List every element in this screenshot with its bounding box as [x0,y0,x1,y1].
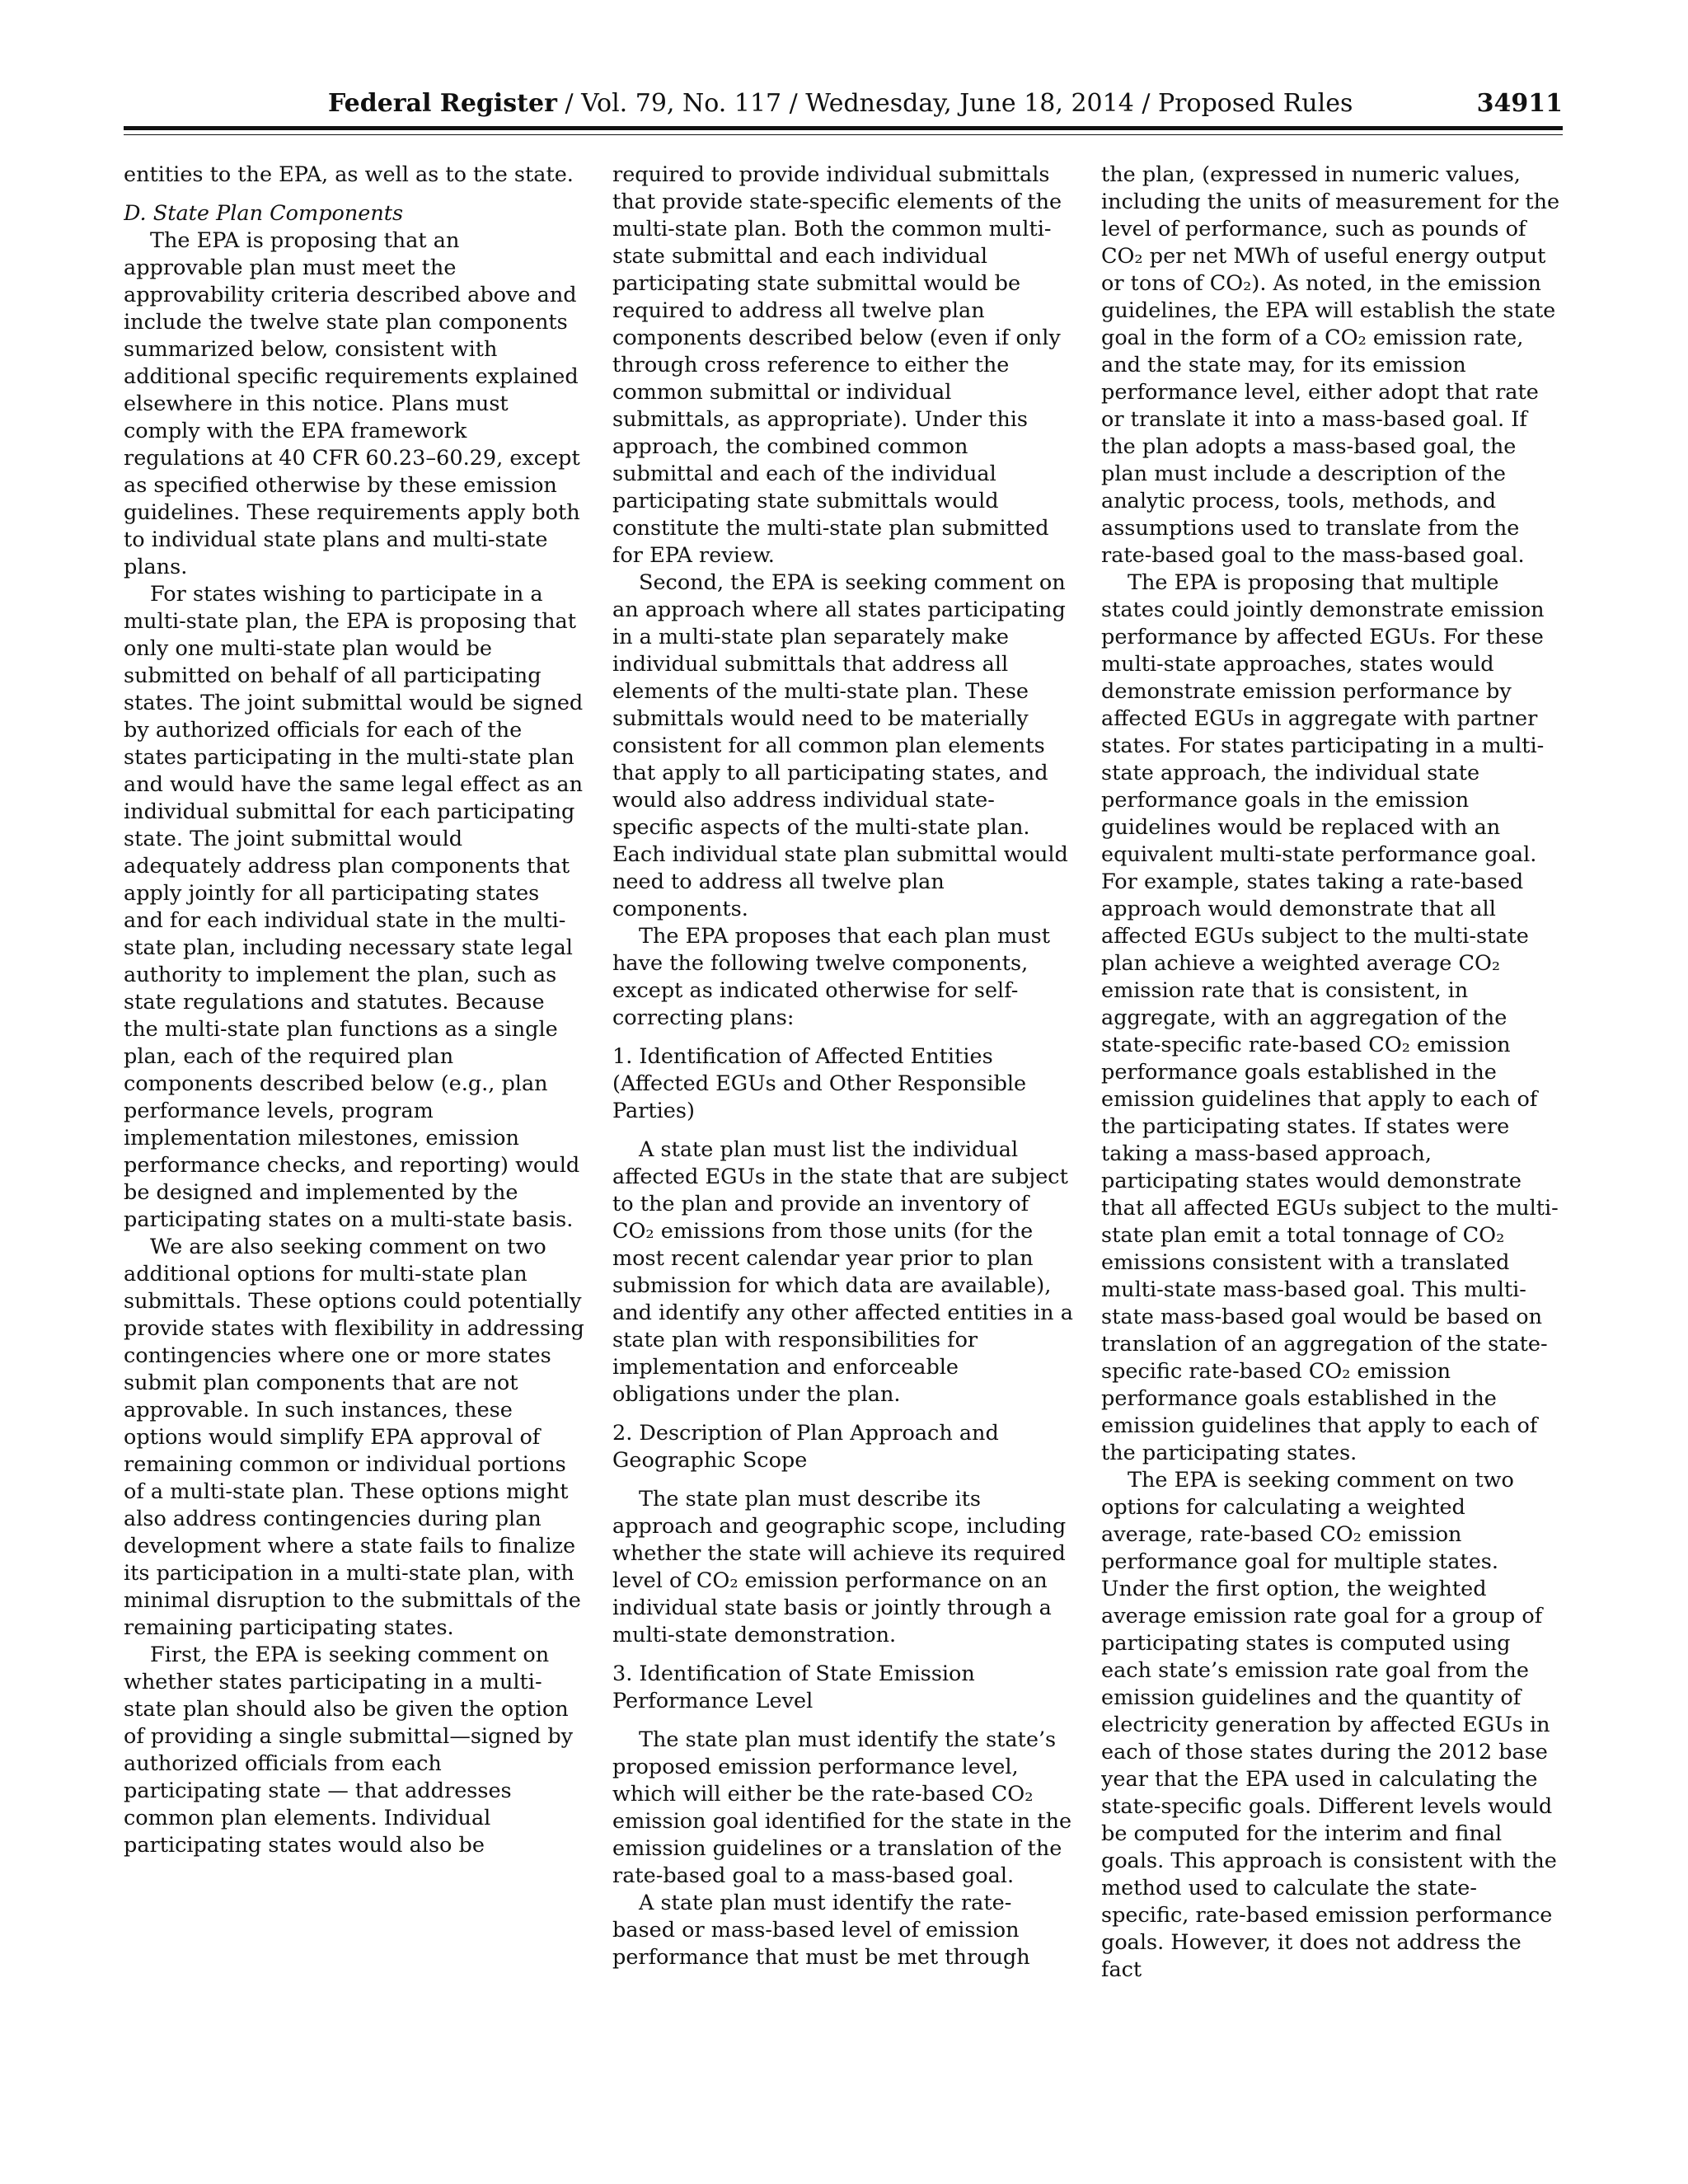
paragraph: A state plan must list the individual affected EGUs in the state that are subject to the plan and provide an inventory of CO₂ emissions from those units (for the most recent calendar year prior to plan submission for which data are available), and identify any other affected entities in a state plan with responsibilities for implementation and enforceable obligations under the plan. [612,1137,1073,1407]
paragraph: required to provide individual submittals that provide state-specific elements of the multi-state plan. Both the common multi-state submittal and each individual participating state submittal would be required to address all twelve plan components described below (even if only through cross reference to either the common submittal or individual submittals, as appropriate). Under this approach, the combined common submittal and each of the individual participating state submittals would constitute the multi-state plan submitted for EPA review. [612,162,1062,568]
paragraph: A state plan must identify the rate-based or mass-based level of emission performance that must be met through [612,1891,1030,1970]
component-heading-3: 3. Identification of State Emission Performance Level [612,1661,975,1713]
paragraph: the plan, (expressed in numeric values, including the units of measurement for the level of performance, such as pounds of CO₂ per net MWh of useful energy output or tons of CO₂). As noted, in the emission guidelines, the EPA will establish the state goal in the form of a CO₂ emission rate, and the state may, for its emission performance level, either adopt that rate or translate it into a mass-based goal. If the plan adopts a mass-based goal, the plan must include a description of the analytic process, tools, methods, and assumptions used to translate from the rate-based goal to the mass-based goal. [1101,162,1560,568]
component-heading-2: 2. Description of Plan Approach and Geographic Scope [612,1421,999,1473]
paragraph: The EPA is seeking comment on two options for calculating a weighted average, rate-based CO₂ emission performance goal for multiple states. Under the first option, the weighted average emission rate goal for a group of participating states is computed using each state’s emission rate goal from the emission guidelines and the quantity of electricity generation by affected EGUs in each of those states during the 2012 base year that the EPA used in calculating the state-specific goals. Different levels would be computed for the interim and final goals. This approach is consistent with the method used to calculate the state-specific, rate-based emission performance goals. However, it does not address the fact [1101,1468,1557,1982]
paragraph: We are also seeking comment on two additional options for multi-state plan submittals. These options could potentially provide states with flexibility in addressing contingencies where one or more states submit plan components that are not approvable. In such instances, these options would simplify EPA approval of remaining common or individual portions of a multi-state plan. These options might also address contingencies during plan development where a state fails to finalize its participation in a multi-state plan, with minimal disruption to the submittals of the remaining participating states. [124,1235,584,1640]
column-1 [124,162,585,2057]
paragraph: The EPA is proposing that multiple states could jointly demonstrate emission performance by affected EGUs. For these multi-state approaches, states would demonstrate emission performance by affected EGUs in aggregate with partner states. For states participating in a multi-state approach, the individual state performance goals in the emission guidelines would be replaced with an equivalent multi-state performance goal. For example, states taking a rate-based approach would demonstrate that all affected EGUs subject to the multi-state plan achieve a weighted average CO₂ emission rate that is consistent, in aggregate, with an aggregation of the state-specific rate-based CO₂ emission performance goals established in the emission guidelines that apply to each of the participating states. If states were taking a mass-based approach, participating states would demonstrate that all affected EGUs subject to the multi-state plan emit a total tonnage of CO₂ emissions consistent with a translated multi-state mass-based goal. This multi-state mass-based goal would be based on translation of an aggregation of the state-specific rate-based CO₂ emission performance goals established in the emission guidelines that apply to each of the participating states. [1101,570,1559,1465]
paragraph: entities to the EPA, as well as to the state. [124,162,574,187]
paragraph: The EPA proposes that each plan must have the following twelve components, except as indicated otherwise for self-correcting plans: [612,924,1050,1030]
running-head [328,87,1353,120]
paragraph: First, the EPA is seeking comment on whether states participating in a multi-state plan should also be given the option of providing a single submittal—signed by authorized officials from each participating state — that addresses common plan elements. Individual participating states would also be [124,1643,574,1858]
page-header [124,87,1563,120]
paragraph: The state plan must describe its approach and geographic scope, including whether the state will achieve its required level of CO₂ emission performance on an individual state basis or jointly through a multi-state demonstration. [612,1487,1067,1647]
paragraph: Second, the EPA is seeking comment on an approach where all states participating in a multi-state plan separately make individual submittals that address all elements of the multi-state plan. These submittals would need to be materially consistent for all common plan elements that apply to all participating states, and would also address individual state-specific aspects of the multi-state plan. Each individual state plan submittal would need to address all twelve plan components. [612,570,1068,921]
issue-info: / Vol. 79, No. 117 / Wednesday, June 18, 2014 / Proposed Rules [556,89,1353,118]
paragraph: The EPA is proposing that an approvable plan must meet the approvability criteria described above and include the twelve state plan components summarized below, consistent with additional specific requirements explained elsewhere in this notice. Plans must comply with the EPA framework regulations at 40 CFR 60.23–60.29, except as specified otherwise by these emission guidelines. These requirements apply both to individual state plans and multi-state plans. [124,228,580,579]
component-heading-1: 1. Identification of Affected Entities (Affected EGUs and Other Responsible Parties) [612,1044,1027,1123]
header-rule-thick [124,126,1563,130]
header-rule-thin [124,134,1563,135]
paragraph: For states wishing to participate in a multi-state plan, the EPA is proposing that only one multi-state plan would be submitted on behalf of all participating states. The joint submittal would be signed by authorized officials for each of the states participating in the multi-state plan and would have the same legal effect as an individual submittal for each participating state. The joint submittal would adequately address plan components that apply jointly for all participating states and for each individual state in the multi-state plan, including necessary state legal authority to implement the plan, such as state regulations and statutes. Because the multi-state plan functions as a single plan, each of the required plan components described below (e.g., plan performance levels, program implementation milestones, emission performance checks, and reporting) would be designed and implemented by the participating states on a multi-state basis. [124,582,584,1232]
paragraph: The state plan must identify the state’s proposed emission performance level, which will either be the rate-based CO₂ emission goal identified for the state in the emission guidelines or a translation of the rate-based goal to a mass-based goal. [612,1727,1072,1888]
journal-name: Federal Register [328,89,557,118]
page-number: 34911 [1476,89,1563,118]
column-3 [1101,162,1563,2057]
column-2 [612,162,1074,2057]
section-heading: D. State Plan Components [124,201,404,226]
